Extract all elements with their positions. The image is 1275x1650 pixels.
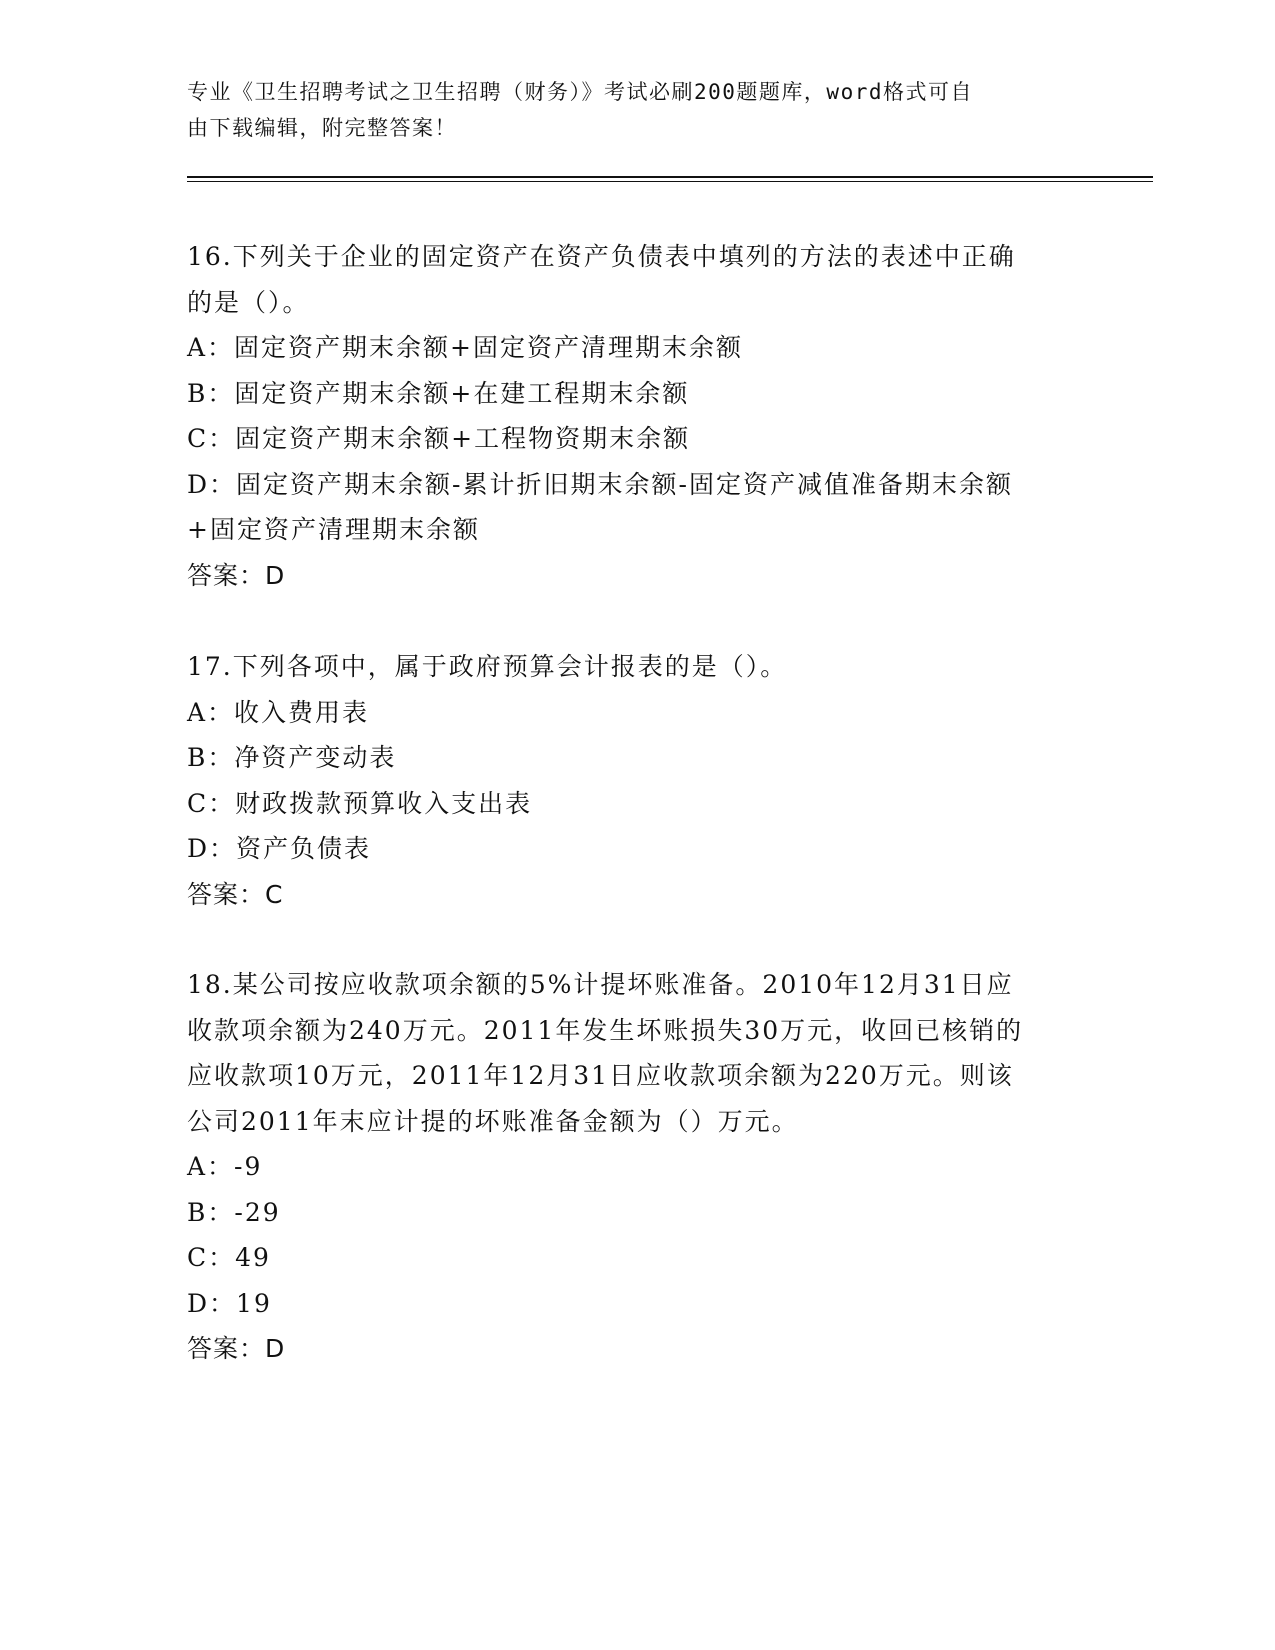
option-b: B：净资产变动表 (187, 743, 397, 772)
question-stem: 收款项余额为240万元。2011年发生坏账损失30万元，收回已核销的 (187, 1015, 1024, 1045)
question-stem: 应收款项10万元，2011年12月31日应收款项余额为220万元。则该 (187, 1061, 1014, 1090)
header-line: 由下载编辑，附完整答案！ (187, 116, 457, 140)
header-divider (187, 181, 1153, 182)
question-18 (187, 962, 1087, 1372)
question-stem: 16.下列关于企业的固定资产在资产负债表中填列的方法的表述中正确 (187, 242, 1016, 271)
question-stem: 17.下列各项中，属于政府预算会计报表的是（）。 (187, 652, 788, 681)
option-d: D：固定资产期末余额-累计折旧期末余额-固定资产减值准备期末余额 (187, 469, 1013, 499)
question-17 (187, 644, 1087, 917)
option-d: D：19 (187, 1288, 272, 1318)
document-header (187, 74, 1067, 146)
question-stem: 的是（）。 (187, 287, 310, 317)
answer-label: 答案：D (187, 560, 286, 590)
option-b: B：-29 (187, 1197, 281, 1227)
question-stem: 18.某公司按应收款项余额的5%计提坏账准备。2010年12月31日应 (187, 970, 1014, 999)
answer-label: 答案：D (187, 1334, 286, 1363)
option-c: C：固定资产期末余额+工程物资期末余额 (187, 424, 691, 453)
option-c: C：49 (187, 1243, 271, 1272)
answer-label: 答案：C (187, 879, 284, 909)
question-stem: 公司2011年末应计提的坏账准备金额为（）万元。 (187, 1106, 799, 1136)
option-a: A：固定资产期末余额+固定资产清理期末余额 (187, 333, 744, 362)
option-b: B：固定资产期末余额+在建工程期末余额 (187, 378, 690, 408)
header-divider (187, 176, 1153, 178)
option-d-continued: +固定资产清理期末余额 (187, 515, 480, 544)
header-line: 专业《卫生招聘考试之卫生招聘（财务）》考试必刷200题题库，word格式可自 (187, 80, 973, 104)
option-c: C：财政拨款预算收入支出表 (187, 788, 533, 818)
option-d: D：资产负债表 (187, 834, 372, 863)
question-16 (187, 234, 1087, 598)
option-a: A：-9 (187, 1152, 263, 1181)
option-a: A：收入费用表 (187, 697, 370, 727)
